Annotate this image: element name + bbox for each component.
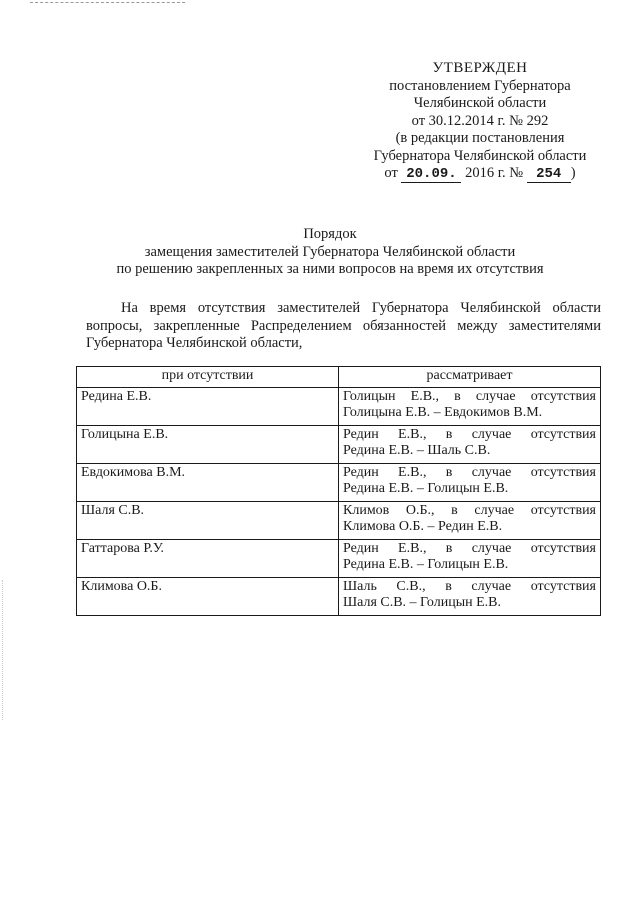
- approval-line: от 30.12.2014 г. № 292: [411, 112, 549, 129]
- table-row: [77, 387, 601, 425]
- handwritten-number: 254: [527, 167, 571, 183]
- substitute-line: Редин Е.В., в случае отсутствия: [343, 540, 596, 556]
- table-row: [77, 539, 601, 577]
- substitute-line: Редина Е.В. – Голицын Е.В.: [343, 481, 509, 496]
- substitute-line: Редина Е.В. – Шаль С.В.: [343, 443, 491, 458]
- substitute-cell: [339, 539, 601, 577]
- header-reviews: рассматривает: [339, 367, 601, 388]
- from-prefix: от: [384, 165, 398, 181]
- substitute-line: Климова О.Б. – Редин Е.В.: [343, 519, 503, 534]
- title-line: замещения заместителей Губернатора Челябинской области: [144, 243, 516, 260]
- absent-deputy-cell: Шаля С.В.: [77, 501, 339, 539]
- substitute-cell: [339, 425, 601, 463]
- approval-stamp-block: [360, 60, 600, 183]
- approval-revision-line: [360, 165, 600, 183]
- substitute-line: Голицына Е.В. – Евдокимов В.М.: [343, 405, 543, 420]
- absent-deputy-cell: Гаттарова Р.У.: [77, 539, 339, 577]
- closing-paren: ): [570, 165, 576, 181]
- substitute-line: Голицын Е.В., в случае отсутствия: [343, 388, 596, 404]
- table-row: [77, 577, 601, 615]
- table-row: [77, 425, 601, 463]
- intro-text: На время отсутствия заместителей Губернатора Челябинской области вопросы, закрепленные Распределением обязанностей между заместителями Губернатора Челябинской области,: [86, 300, 601, 351]
- substitute-line: Редина Е.В. – Голицын Е.В.: [343, 557, 509, 572]
- substitute-cell: [339, 577, 601, 615]
- handwritten-date: 20.09.: [401, 167, 461, 183]
- substitute-line: Редин Е.В., в случае отсутствия: [343, 426, 596, 442]
- title-line: по решению закрепленных за ними вопросов на время их отсутствия: [116, 261, 544, 277]
- absent-deputy-cell: Голицына Е.В.: [77, 425, 339, 463]
- year-text: 2016 г.: [465, 165, 506, 181]
- title-heading: Порядок: [303, 226, 357, 242]
- intro-paragraph: [86, 300, 601, 353]
- substitute-line: Редин Е.В., в случае отсутствия: [343, 464, 596, 480]
- table-header-row: [77, 367, 601, 388]
- scan-top-mark: [30, 2, 185, 4]
- substitute-line: Шаля С.В. – Голицын Е.В.: [343, 595, 501, 610]
- substitute-cell: [339, 387, 601, 425]
- approval-line: (в редакции постановления: [395, 130, 565, 146]
- substitute-line: Шаль С.В., в случае отсутствия: [343, 578, 596, 594]
- table-row: [77, 501, 601, 539]
- number-sign: №: [509, 165, 524, 181]
- substitute-cell: [339, 463, 601, 501]
- absent-deputy-cell: Редина Е.В.: [77, 387, 339, 425]
- document-title: [70, 226, 590, 279]
- absent-deputy-cell: Евдокимова В.М.: [77, 463, 339, 501]
- substitute-cell: [339, 501, 601, 539]
- approval-title: УТВЕРЖДЕН: [432, 60, 528, 76]
- substitution-table: [76, 366, 601, 616]
- substitute-line: Климов О.Б., в случае отсутствия: [343, 502, 596, 518]
- approval-line: Челябинской области: [413, 95, 547, 111]
- approval-line: Губернатора Челябинской области: [373, 147, 587, 164]
- approval-line: постановлением Губернатора: [389, 77, 571, 94]
- table-row: [77, 463, 601, 501]
- absent-deputy-cell: Климова О.Б.: [77, 577, 339, 615]
- header-absent: при отсутствии: [77, 367, 339, 388]
- scan-edge-mark: [2, 580, 4, 720]
